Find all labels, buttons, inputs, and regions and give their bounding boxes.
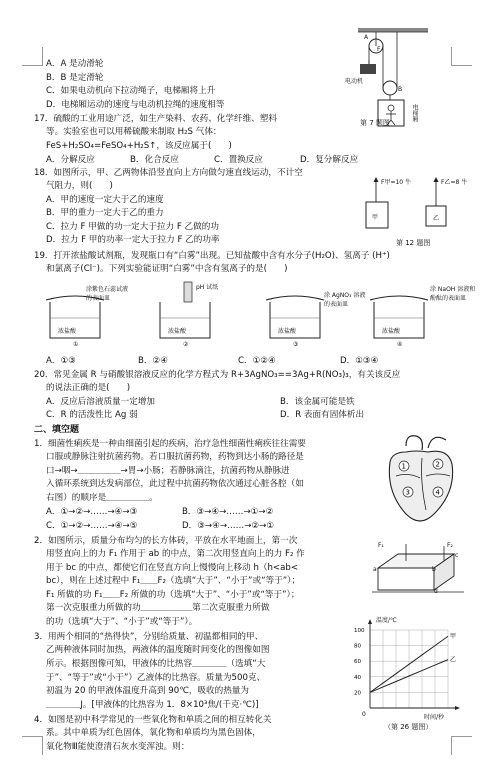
q19-option-c: C．①②④	[238, 356, 276, 366]
beaker-3-number: ③	[293, 341, 299, 348]
fig7-label-b: B	[398, 86, 403, 93]
f1-line3: 口→咽→＿＿＿＿＿→胃→小肠；若静脉滴注，抗菌药物从静脉进	[46, 466, 290, 476]
q18-option-a: A．甲的速度一定大于乙的速度	[46, 195, 164, 205]
brick-label-f2: F₂	[447, 542, 453, 549]
chart-y-axis-label: 温度/℃	[376, 617, 397, 624]
q16-option-b: B．B 是定滑轮	[46, 73, 104, 83]
fig7-label-a: A	[364, 34, 369, 41]
fig7-label-motor: 电动机	[345, 78, 364, 85]
beaker-2-label: 浓盐酸	[168, 328, 187, 335]
brick-label-b: b	[432, 566, 436, 573]
chart-y-tick-label: 80	[354, 643, 361, 650]
q18-option-d: D．拉力 F 甲的功率一定大于拉力 F 乙的功率	[46, 235, 220, 245]
brick-label-a: a	[373, 566, 377, 573]
chart-origin-label: 0	[362, 711, 366, 718]
f4-line1: 4．如图是初中科学常见的一些氧化物和单质之间的相互转化关	[34, 715, 272, 725]
chart-y-axis-arrow	[368, 619, 372, 624]
chart-y-ticks	[354, 628, 365, 696]
chart-series-label-2: 乙	[450, 656, 457, 664]
q18-option-b: B．甲的重力一定大于乙的重力	[46, 208, 164, 218]
brick-label-c: c	[455, 552, 459, 559]
crop-mark-top-right	[451, 47, 472, 66]
q18-option-c: C．拉力 F 甲做的功一定大于拉力 F 乙做的功	[46, 222, 219, 232]
f2-line6: 第一次克服重力所做的功＿＿＿＿＿＿第二次克服重力所做	[46, 603, 270, 613]
q19-option-a: A．①③	[46, 356, 76, 366]
chart-temperature-time	[352, 618, 464, 724]
beaker-1-label: 浓盐酸	[58, 328, 77, 335]
beaker-1-note: 涂紫色石蕊试液的表面皿	[86, 286, 129, 302]
f1-option-a: A．①→②→……→④→③	[46, 507, 138, 517]
f1-line4: 入循环系统到达发病部位，此过程中抗菌药物依次通过心脏各腔（如	[46, 479, 304, 489]
q20-stem-line2: 的说法正确的是( )	[46, 383, 131, 393]
beaker-1-number: ①	[73, 341, 79, 348]
fig12-force-b: F乙=8 牛	[441, 179, 468, 186]
q17-option-b: B．化合反应	[130, 155, 179, 165]
f3-line2: 乙两种液体同时加热，两液体的温度随时间变化的图像如图	[46, 645, 270, 655]
f2-line7: 的功（选填“大于”、“小于”或“等于”）。	[46, 617, 198, 627]
q16-option-c: C．如果电动机向下拉动绳子，电梯厢将上升	[46, 86, 216, 96]
fig7-label-elevator: 电梯厢	[411, 104, 418, 122]
brick-label-d: d	[434, 588, 438, 595]
f2-line4: bc），则在上述过程中 F₁＿＿F₂（选填“大于”、“小于”或“等于”）；	[46, 576, 301, 586]
q16-option-d: D．电梯厢运动的速度与电动机拉绳的速度相等	[46, 100, 225, 110]
f3-line3: 所示。根据图像可知，甲液体的比热容＿＿＿＿（选填“大	[46, 659, 266, 669]
beaker-3-note: 涂 AgNO₃ 溶液的表面皿	[324, 292, 366, 308]
crop-mark-bottom-left	[22, 736, 43, 755]
chart-series-label-1: 甲	[450, 633, 457, 641]
q17-stem-line3: FeS+H₂SO₄=FeSO₄+H₂S↑，该反应属于( )	[46, 141, 232, 151]
fig7-label-f: F	[377, 46, 381, 53]
fig7-caption: 第 7 题图	[360, 119, 390, 127]
q20-option-d: D．R 表面有固体析出	[280, 410, 365, 420]
svg-text:3: 3	[405, 488, 410, 497]
f2-line1: 2．如图所示，质量分布均匀的长方体砖，平放在水平地面上，第一次	[34, 536, 298, 546]
chart-x-axis-arrow	[455, 706, 460, 710]
chart-axes	[368, 619, 460, 710]
q19-stem-line1: 19．打开浓盐酸试剂瓶，发现瓶口有“白雾”出现。已知盐酸中含有水分子(H₂O)、氢离子 (H⁺)	[34, 251, 390, 261]
q17-option-d: D．复分解反应	[300, 155, 359, 165]
figure-heart	[376, 432, 466, 532]
beaker-4-label: 浓盐酸	[382, 328, 401, 335]
f1-line1: 1．细菌性痢疾是一种由细菌引起的疾病，治疗急性细菌性痢疾往往需要	[34, 439, 306, 449]
f2-line5: F₁ 所做的功 F₁＿＿F₂ 所做的功（选填“大于”、“小于”或“等于”）；	[46, 590, 300, 600]
f4-line3: 氧化物Ⅲ能使澄清石灰水变浑浊。则：	[46, 742, 190, 752]
q16-option-a: A．A 是动滑轮	[46, 59, 104, 69]
f1-option-d: D．③→④→……→②→①	[182, 521, 275, 531]
svg-text:1: 1	[401, 462, 406, 471]
beaker-2-number: ②	[183, 341, 189, 348]
f3-line4: 于”、“等于”或“小于”）乙液体的比热容。质量为500克、	[46, 673, 266, 683]
beaker-2-ph-paper: pH 试纸	[196, 284, 219, 291]
q19-option-d: D．①③④	[340, 356, 379, 366]
fig12-box-b: 乙	[433, 215, 440, 222]
f1-line5: 右图）的顺序是＿＿＿＿＿。	[46, 493, 158, 503]
f3-line1: 3．用两个相同的“热得快”，分别给质量、初温都相同的甲、	[34, 632, 264, 642]
crop-mark-top-left	[22, 47, 43, 66]
figure-brick	[372, 544, 466, 600]
q18-stem-line2: 气阻力，则( )	[46, 181, 113, 191]
chart-y-tick-label: 40	[354, 674, 361, 681]
q19-option-b: B．②④	[138, 356, 168, 366]
fig12-caption: 第 12 题图	[396, 239, 431, 247]
q17-stem-line1: 17．硫酸的工业用途广泛，如生产染料、农药、化学纤维、塑料	[34, 114, 277, 124]
f3-line5: 初温为 20 的甲液体温度升高到 90℃，吸收的热量为	[46, 686, 249, 696]
chart-y-tick-label: 100	[354, 628, 365, 634]
beaker-4-note: 涂 NaOH 溶液和酚酞的表面皿	[430, 286, 476, 302]
f1-option-b: B．③→④→……→①→②	[182, 507, 274, 517]
brick-label-f1: F₁	[378, 542, 384, 549]
q20-option-c: C．R 的活泼性比 Ag 弱	[46, 410, 138, 420]
section-fill-in-title: 二、填空题	[34, 425, 80, 435]
chart-grid	[370, 630, 448, 708]
q17-stem-line2: 等。实验室也可以用稀硫酸来制取 H₂S 气体：	[46, 127, 222, 137]
q17-option-c: C．置换反应	[214, 155, 263, 165]
crop-mark-bottom-right	[451, 736, 472, 755]
chart-y-tick-label: 60	[354, 659, 361, 666]
beaker-4-number: ④	[397, 341, 403, 348]
beaker-3-label: 浓盐酸	[278, 328, 297, 335]
f1-line2: 口服或静脉注射抗菌药物。若口服抗菌药物，药物到达小肠的路径是	[46, 452, 304, 462]
f2-line3: 用于 bc 的中点，都使它们在竖直方向上慢慢向上移动 h（h<ab<	[46, 563, 299, 573]
q19-stem-line2: 和氯离子(Cl⁻)。下列实验能证明“白雾”中含有氢离子的是( )	[46, 264, 288, 274]
f4-line2: 系。其中单质为红色固体，氧化物和单质均为黑色固体，	[46, 728, 261, 738]
f2-line2: 用竖直向上的力 F₁ 作用于 ab 的中点，第二次用竖直向上的力 F₂ 作	[46, 549, 305, 559]
q20-option-a: A．反应后溶液质量一定增加	[46, 397, 156, 407]
svg-text:2: 2	[435, 460, 440, 469]
chart-y-tick-label: 20	[354, 690, 361, 697]
f3-line6: ＿＿＿＿J。[甲液体的比热容为 1．8×10³焦/(千克·℃)]	[46, 700, 259, 710]
q20-option-b: B．该金属可能是铁	[280, 397, 355, 407]
q18-stem-line1: 18．如图所示，甲、乙两物体沿竖直向上方向做匀速直线运动，不计空	[34, 168, 303, 178]
svg-text:4: 4	[435, 488, 440, 497]
chart-caption: （第 26 题图）	[384, 723, 433, 731]
chart-x-axis-label: 时间/秒	[424, 714, 445, 721]
fig12-box-a: 甲	[372, 214, 379, 221]
q17-option-a: A．分解反应	[46, 155, 95, 165]
f1-option-c: C．①→②→……→④→⑤	[46, 521, 138, 531]
q20-stem-line1: 20．常见金属 R 与硝酸银溶液反应的化学方程式为 R+3AgNO₃==3Ag+R(NO₃)₃，有关该反应	[34, 370, 401, 380]
fig12-force-a: F甲=10 牛	[381, 179, 412, 186]
